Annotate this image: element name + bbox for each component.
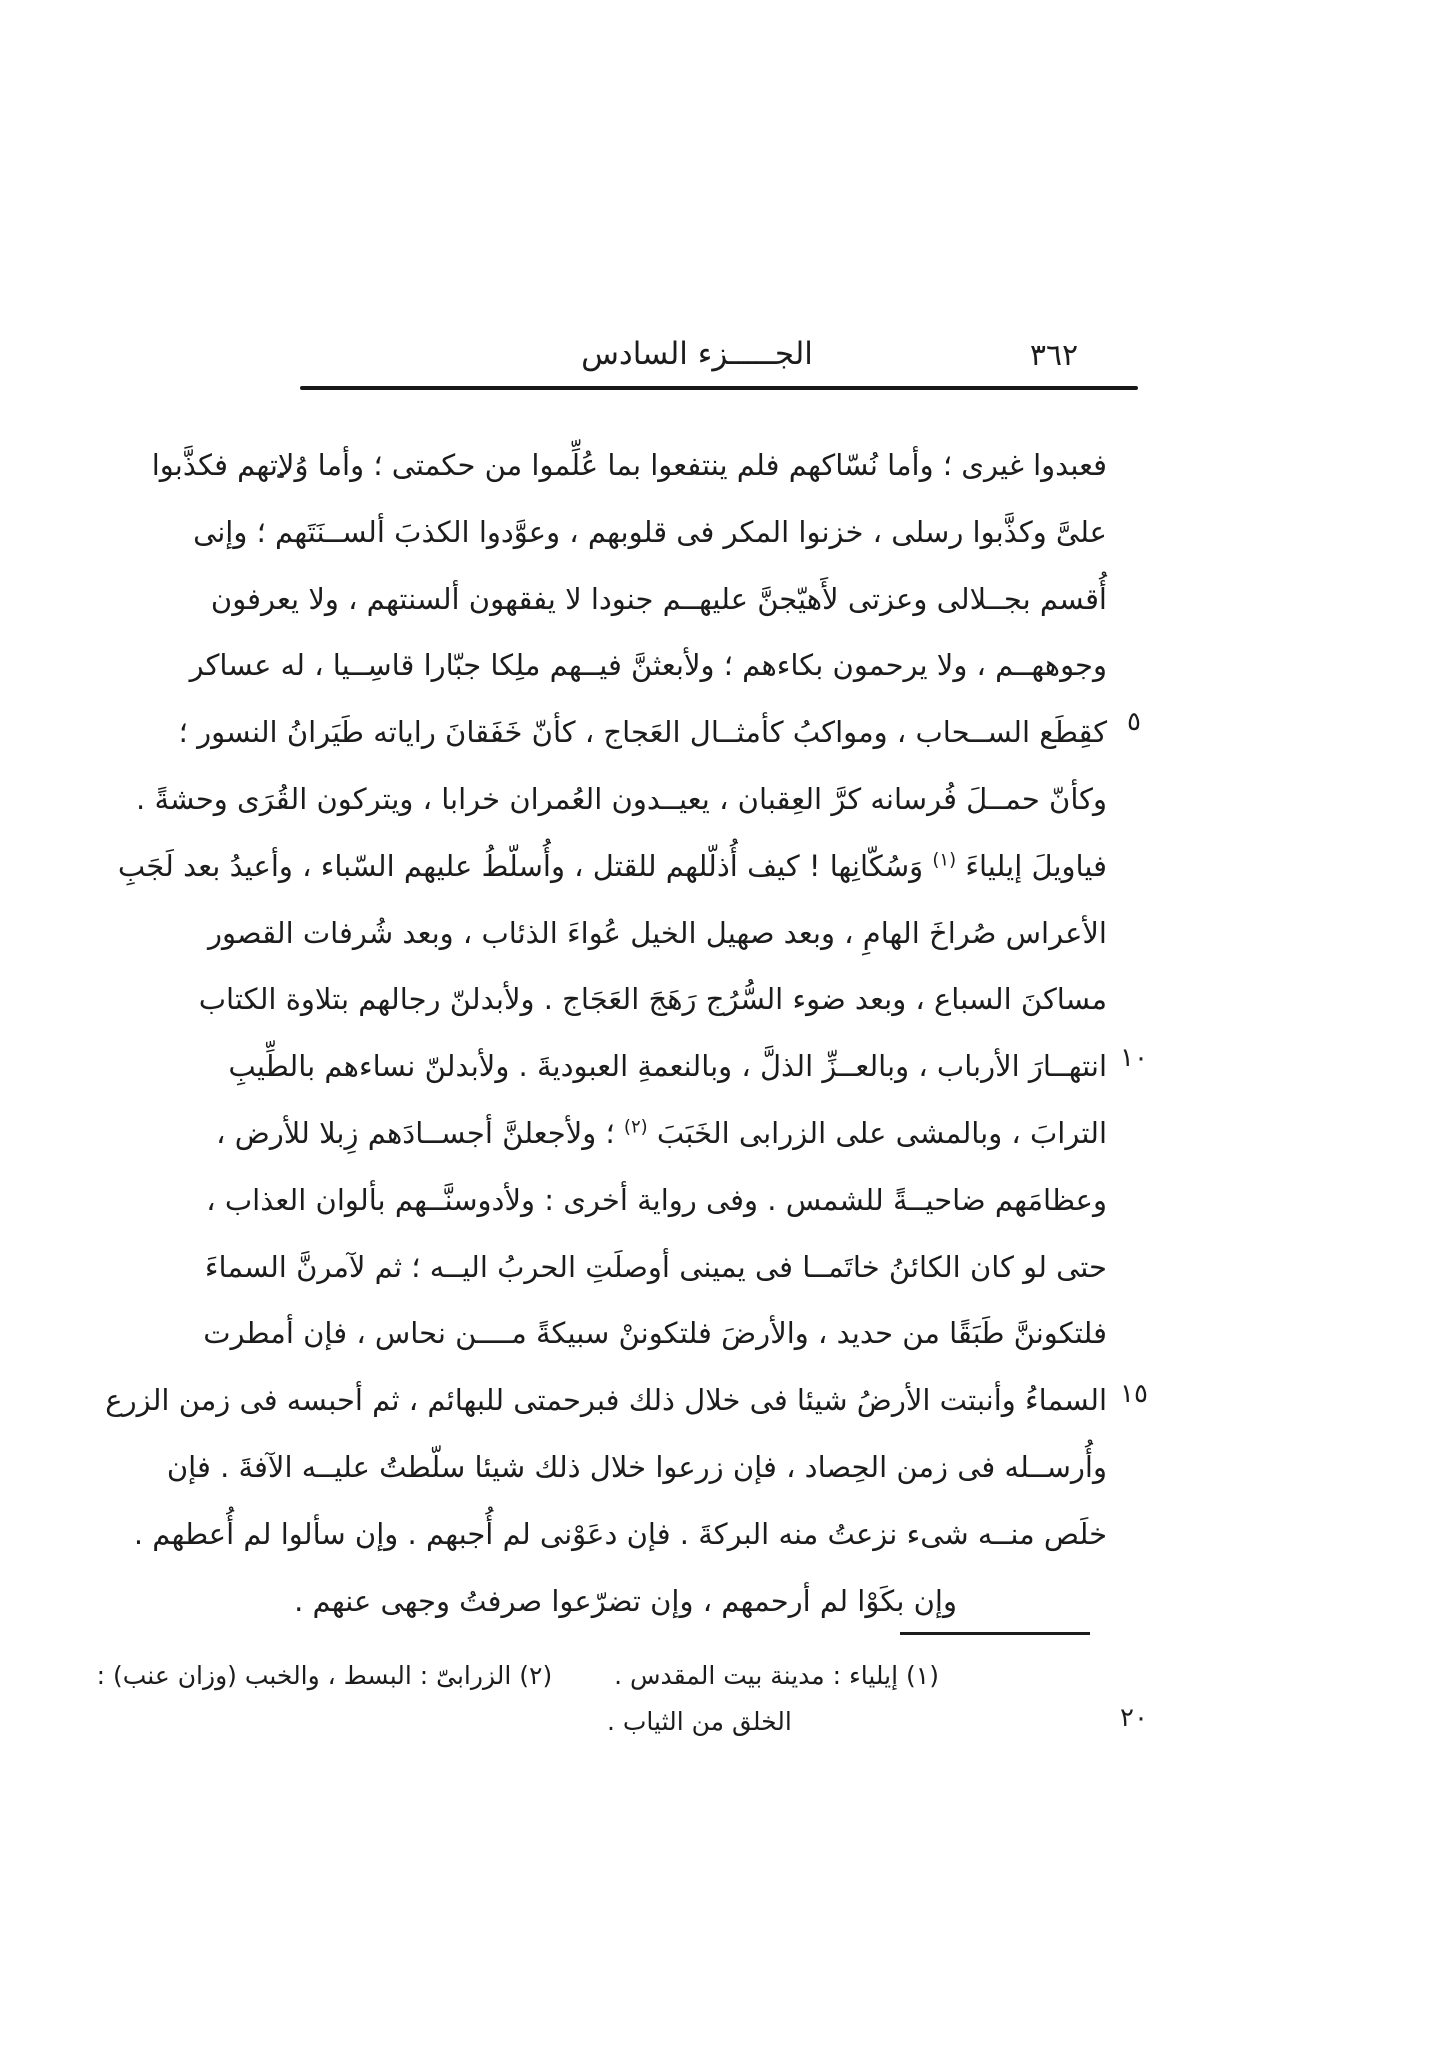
text-line: علىَّ وكذَّبوا رسلى ، خزنوا المكر فى قلوبهم ، وعوَّدوا الكذبَ ألســنَتَهم ؛ وإنى (193, 514, 1107, 549)
text-line: السماءُ وأنبتت الأرضُ شيئا فى خلال ذلك فبرحمتى للبهائم ، ثم أحبسه فى زمن الزرع (105, 1383, 1107, 1418)
text-line: انتهــارَ الأرباب ، وبالعــزِّ الذلَّ ، وبالنعمةِ العبوديةَ . ولأبدلنّ نساءهم بالطِّيبِ (228, 1049, 1107, 1084)
text-line: كقِطَع الســحاب ، ومواكبُ كأمثــال العَجاج ، كأنّ خَفَقانَ راياته طَيَرانُ النسور ؛ (178, 715, 1107, 750)
footnote-2: (٢) الزرابىّ : البسط ، والخبب (وزان عنب) : (96, 1661, 553, 1690)
text-line: الأعراس صُراخَ الهامِ ، وبعد صهيل الخيل عُواءَ الذئاب ، وبعد شُرفات القصور (207, 915, 1107, 950)
text-line: حتى لو كان الكائنُ خاتَمــا فى يمينى أوصلَتِ الحربُ اليــه ؛ ثم لآمرنَّ السماءَ (204, 1249, 1107, 1284)
text-line: وأُرســله فى زمن الحِصاد ، فإن زرعوا خلال ذلك شيئا سلّطتُ عليــه الآفةَ . فإن (166, 1449, 1107, 1484)
section-title: الجـــــزء السادس (581, 336, 813, 372)
footnote-separator (900, 1632, 1090, 1635)
text-segment: وَسُكّانِها ! كيف أُذلّلهم للقتل ، وأُسلّطُ عليهم السّباء ، وأعيدُ بعد لَجَبِ (117, 848, 924, 883)
text-line (117, 833, 1107, 900)
text-segment: فياويلَ إيلياءَ (965, 848, 1107, 883)
footnote-line (96, 1652, 1107, 1700)
header-rule (300, 386, 1138, 390)
footnote-marker-2: (٢) (623, 1116, 648, 1138)
text-line: خلَص منــه شىء نزعتُ منه البركةَ . فإن دعَوْنى لم أُجبهم . وإن سألوا لم أُعطهم . (133, 1516, 1107, 1551)
text-segment: ؛ ولأجعلنَّ أجســادَهم زِبلا للأرض ، (216, 1115, 615, 1150)
text-line: وعظامَهم ضاحيــةً للشمس . وفى رواية أخرى : ولأدوسنَّــهم بألوان العذاب ، (206, 1182, 1107, 1217)
margin-line-number-20: ٢٠ (1120, 1703, 1148, 1733)
margin-line-number-5: ٥ (1127, 707, 1141, 737)
text-line: وإن بكَوْا لم أرحمهم ، وإن تضرّعوا صرفتُ وجهى عنهم . (294, 1583, 957, 1618)
footnote-1: (١) إيلياء : مدينة بيت المقدس . (614, 1661, 939, 1690)
margin-line-number-10: ١٠ (1120, 1043, 1148, 1073)
margin-line-number-15: ١٥ (1120, 1379, 1148, 1409)
text-line: أُقسم بجــلالى وعزتى لأَهيّجنَّ عليهــم جنودا لا يفقهون ألسنتهم ، ولا يعرفون (210, 581, 1107, 616)
text-line: فلتكوننَّ طَبَقًا من حديد ، والأرضَ فلتكوننْ سبيكةً مــــن نحاس ، فإن أمطرت (203, 1316, 1107, 1351)
text-line: فعبدوا غيرى ؛ وأما نُسّاكهم فلم ينتفعوا بما عُلِّموا من حكمتى ؛ وأما وُلاتهم فكذَّبوا (151, 448, 1107, 482)
text-line: مساكنَ السباع ، وبعد ضوء السُّرُج رَهَجَ العَجَاج . ولأبدلنّ رجالهم بتلاوة الكتاب (198, 982, 1107, 1017)
footnote-line: الخلق من الثياب . (607, 1707, 792, 1736)
text-line: وجوههــم ، ولا يرحمون بكاءهم ؛ ولأبعثنَّ فيــهم ملِكا جبّارا قاسِــيا ، له عساكر (189, 648, 1107, 683)
body-text (105, 432, 1107, 1634)
footnote-marker-1: (١) (932, 849, 957, 871)
page-number: ٣٦٢ (1029, 338, 1079, 373)
text-line: وكأنّ حمــلَ فُرسانه كرَّ العِقبان ، يعيــدون العُمران خرابا ، ويتركون القُرَى وحشةً . (136, 781, 1107, 816)
text-segment: الترابَ ، وبالمشى على الزرابى الخَبَبَ (656, 1115, 1107, 1150)
text-line (216, 1100, 1107, 1167)
footnotes-block (96, 1652, 1107, 1744)
